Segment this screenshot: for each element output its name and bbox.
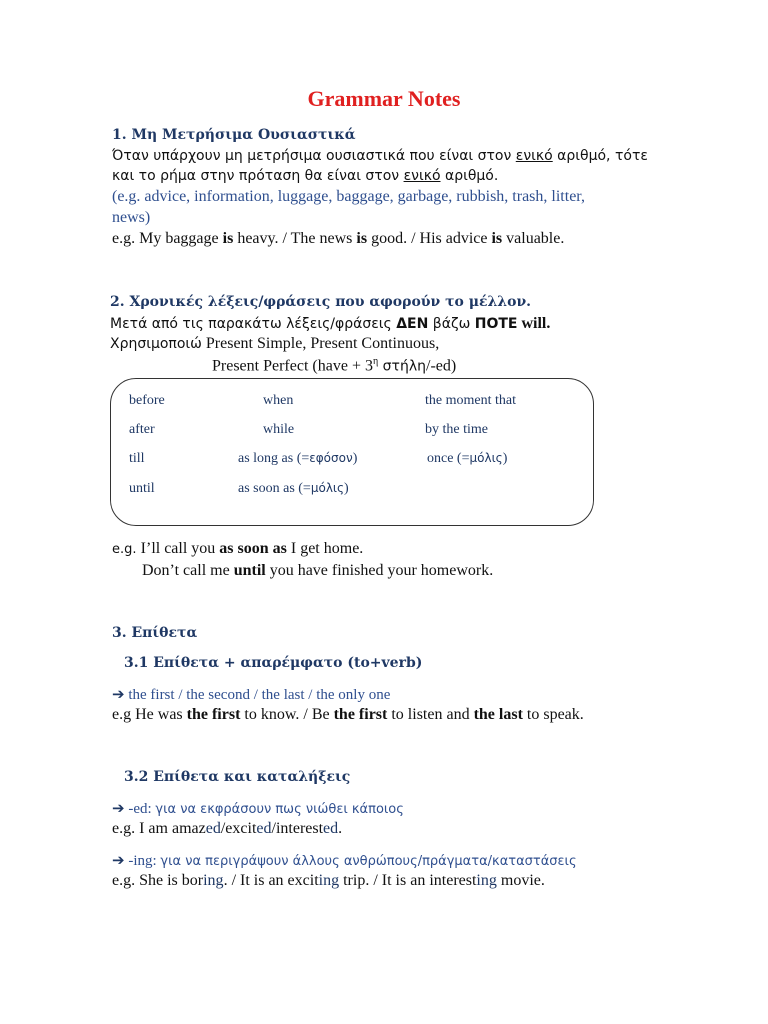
text: you have finished your homework. bbox=[265, 562, 494, 579]
text: I’ll call you bbox=[140, 540, 220, 557]
text: Χρησιμοποιώ bbox=[110, 336, 202, 352]
text: Don’t call me bbox=[142, 562, 234, 579]
text: Όταν υπάρχουν μη μετρήσιμα ουσιαστικά που είναι στον bbox=[112, 148, 516, 164]
section-3-2-ing-rule bbox=[112, 851, 577, 870]
box-cell: by the time bbox=[425, 422, 488, 437]
text: εφόσον bbox=[309, 451, 353, 465]
section-1-example-sentence bbox=[112, 230, 564, 248]
section-3-2-ed-rule bbox=[112, 799, 404, 818]
text: trip. / It is an interest bbox=[339, 872, 477, 889]
text: στήλη bbox=[378, 358, 426, 375]
box-cell bbox=[427, 451, 507, 467]
text: I get home. bbox=[286, 540, 364, 557]
text: Present Simple, Present Continuous, bbox=[201, 335, 440, 352]
box-cell bbox=[238, 451, 357, 467]
text: /interest bbox=[271, 820, 324, 837]
text: για να περιγράψουν άλλους ανθρώπους/πράγματα/καταστάσεις bbox=[160, 854, 577, 869]
text: e.g. She is bor bbox=[112, 872, 204, 889]
text: valuable. bbox=[502, 230, 565, 247]
text: -ed: bbox=[124, 801, 156, 817]
text: ) bbox=[344, 481, 349, 496]
text: . bbox=[338, 820, 343, 837]
text: good. / His advice bbox=[367, 230, 492, 247]
text: Present Perfect (have + 3 bbox=[212, 357, 373, 375]
text: to speak. bbox=[522, 706, 584, 723]
box-cell: when bbox=[263, 393, 294, 408]
bold-word: ΔΕΝ bbox=[396, 316, 429, 332]
box-cell bbox=[238, 481, 349, 497]
bold-word: the first bbox=[333, 706, 388, 723]
text: heavy. / The news bbox=[233, 230, 357, 247]
text: e.g. My baggage bbox=[112, 230, 223, 247]
underlined-word: ενικό bbox=[403, 168, 441, 184]
superscript: η bbox=[372, 356, 379, 367]
arrow-right-icon: ➔ bbox=[112, 685, 125, 703]
arrow-right-icon: ➔ bbox=[112, 799, 125, 817]
text: αριθμό. bbox=[440, 168, 499, 184]
text: και το ρήμα στην πρόταση θα είναι στον bbox=[112, 168, 404, 184]
box-cell: the moment that bbox=[425, 393, 516, 408]
page-title: Grammar Notes bbox=[307, 86, 461, 111]
text: as soon as (= bbox=[238, 481, 311, 496]
text: /excit bbox=[220, 820, 257, 837]
bold-word: will. bbox=[517, 315, 551, 332]
box-cell: till bbox=[129, 451, 145, 466]
text: to listen and bbox=[387, 706, 474, 723]
bold-word: is bbox=[222, 230, 234, 247]
section-2-rule-line-2 bbox=[110, 335, 439, 353]
text: μόλις bbox=[310, 481, 345, 495]
section-2-example-2 bbox=[142, 562, 493, 580]
text: the first / the second / the last / the only one bbox=[124, 687, 391, 703]
text: /-ed) bbox=[426, 357, 457, 375]
bold-word: until bbox=[233, 562, 266, 579]
bold-word: as soon as bbox=[219, 540, 287, 557]
section-2-example-1 bbox=[112, 540, 363, 558]
suffix: ing bbox=[203, 872, 224, 889]
bold-word: ΠΟΤΕ bbox=[474, 316, 518, 332]
text: -ing: bbox=[124, 853, 161, 869]
text: βάζω bbox=[428, 316, 475, 332]
text: movie. bbox=[496, 872, 545, 889]
section-1-examples-line-2: news) bbox=[112, 209, 151, 226]
text: αριθμό, τότε bbox=[552, 148, 648, 164]
suffix: ed bbox=[323, 820, 339, 837]
box-cell: while bbox=[263, 422, 295, 437]
box-cell: until bbox=[129, 481, 155, 496]
bold-word: the last bbox=[473, 706, 523, 723]
section-3-2-ing-example bbox=[112, 872, 545, 890]
section-3-1-list bbox=[112, 685, 390, 704]
text: once (= bbox=[427, 451, 470, 466]
bold-word: is bbox=[491, 230, 503, 247]
suffix: ed bbox=[256, 820, 272, 837]
text: . / It is an excit bbox=[223, 872, 319, 889]
text: Μετά από τις παρακάτω λέξεις/φράσεις bbox=[110, 316, 397, 332]
underlined-word: ενικό bbox=[515, 148, 553, 164]
text: to know. / Be bbox=[240, 706, 334, 723]
section-1-rule-line-1 bbox=[112, 148, 648, 164]
text: για να εκφράσουν πως νιώθει κάποιος bbox=[155, 802, 404, 817]
text: ) bbox=[502, 451, 508, 466]
suffix: ing bbox=[476, 872, 497, 889]
bold-word: is bbox=[356, 230, 368, 247]
suffix: ed bbox=[205, 820, 221, 837]
bold-word: the first bbox=[186, 706, 241, 723]
text: e.g. I am amaz bbox=[112, 820, 206, 837]
section-2-rule-line-1 bbox=[110, 315, 550, 333]
text: μόλις bbox=[469, 451, 503, 465]
section-2-rule-line-3 bbox=[212, 356, 456, 375]
box-cell: after bbox=[129, 422, 155, 437]
arrow-right-icon: ➔ bbox=[112, 851, 125, 869]
section-1-heading: 1. Μη Μετρήσιμα Ουσιαστικά bbox=[112, 127, 356, 143]
section-2-heading: 2. Χρονικές λέξεις/φράσεις που αφορούν το μέλλον. bbox=[110, 294, 532, 310]
section-3-2-ed-example bbox=[112, 820, 342, 838]
section-3-2-heading: 3.2 Επίθετα και καταλήξεις bbox=[124, 769, 351, 785]
section-3-1-example bbox=[112, 706, 584, 724]
text: e.g He was bbox=[112, 706, 187, 723]
section-1-rule-line-2 bbox=[112, 168, 498, 184]
section-3-heading: 3. Επίθετα bbox=[112, 625, 198, 641]
section-1-examples-line-1: (e.g. advice, information, luggage, baggage, garbage, rubbish, trash, litter, bbox=[112, 188, 585, 205]
text: e.g. bbox=[112, 542, 141, 557]
box-cell: before bbox=[129, 393, 165, 408]
text: ) bbox=[352, 451, 358, 466]
suffix: ing bbox=[318, 872, 340, 889]
text: as long as (= bbox=[238, 451, 310, 466]
section-3-1-heading: 3.1 Επίθετα + απαρέμφατο (to+verb) bbox=[124, 655, 423, 671]
